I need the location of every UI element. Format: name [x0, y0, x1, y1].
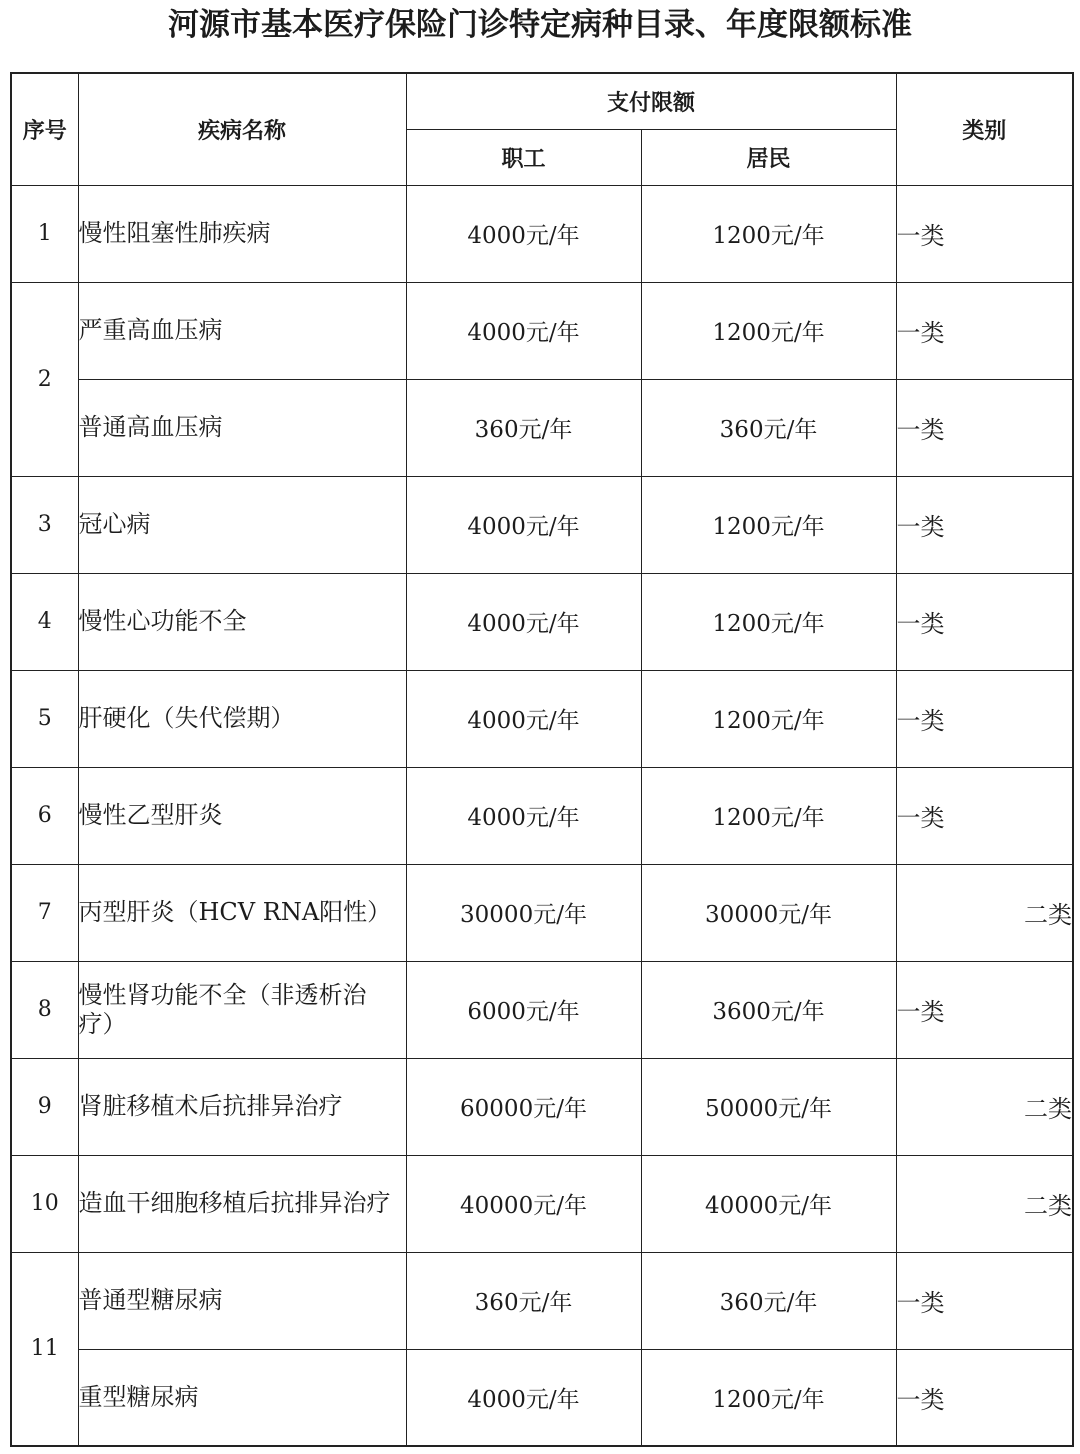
resident-limit: 360元/年: [641, 379, 896, 476]
table-row: [11, 767, 1073, 864]
disease-name: 造血干细胞移植后抗排异治疗: [78, 1155, 406, 1252]
resident-limit: 1200元/年: [641, 282, 896, 379]
document-title: 河源市基本医疗保险门诊特定病种目录、年度限额标准: [168, 7, 912, 43]
row-seq: 8: [11, 961, 78, 1058]
table-row: [11, 670, 1073, 767]
employee-limit: 4000元/年: [406, 185, 641, 282]
row-seq: 6: [11, 767, 78, 864]
employee-limit: 40000元/年: [406, 1155, 641, 1252]
row-seq: 9: [11, 1058, 78, 1155]
employee-limit: 4000元/年: [406, 1349, 641, 1446]
row-seq: 3: [11, 476, 78, 573]
header-seq: 序号: [11, 73, 78, 185]
table-row: [11, 1058, 1073, 1155]
disease-name: 严重高血压病: [78, 282, 406, 379]
row-seq: 2: [11, 282, 78, 476]
resident-limit: 1200元/年: [641, 476, 896, 573]
disease-name: 普通高血压病: [78, 379, 406, 476]
resident-limit: 30000元/年: [641, 864, 896, 961]
table-row: [11, 476, 1073, 573]
employee-limit: 4000元/年: [406, 573, 641, 670]
employee-limit: 30000元/年: [406, 864, 641, 961]
row-seq: 5: [11, 670, 78, 767]
employee-limit: 60000元/年: [406, 1058, 641, 1155]
header-employee: 职工: [406, 129, 641, 185]
row-seq: 4: [11, 573, 78, 670]
employee-limit: 4000元/年: [406, 476, 641, 573]
table-row: [11, 573, 1073, 670]
resident-limit: 50000元/年: [641, 1058, 896, 1155]
employee-limit: 4000元/年: [406, 670, 641, 767]
category: 一类: [896, 573, 1073, 670]
category: 一类: [896, 767, 1073, 864]
category: 一类: [896, 1252, 1073, 1349]
category: 二类: [896, 1155, 1073, 1252]
resident-limit: 360元/年: [641, 1252, 896, 1349]
resident-limit: 1200元/年: [641, 573, 896, 670]
category: 二类: [896, 864, 1073, 961]
header-disease-name: 疾病名称: [78, 73, 406, 185]
disease-name: 肾脏移植术后抗排异治疗: [78, 1058, 406, 1155]
disease-name: 肝硬化（失代偿期）: [78, 670, 406, 767]
table-row: [11, 1155, 1073, 1252]
resident-limit: 40000元/年: [641, 1155, 896, 1252]
resident-limit: 1200元/年: [641, 1349, 896, 1446]
row-seq: 1: [11, 185, 78, 282]
table-row: [11, 1349, 1073, 1446]
header-resident: 居民: [641, 129, 896, 185]
resident-limit: 1200元/年: [641, 767, 896, 864]
category: 一类: [896, 961, 1073, 1058]
table-row: [11, 282, 1073, 379]
disease-name: 重型糖尿病: [78, 1349, 406, 1446]
row-seq: 10: [11, 1155, 78, 1252]
resident-limit: 1200元/年: [641, 185, 896, 282]
disease-name: 丙型肝炎（HCV RNA阳性）: [78, 864, 406, 961]
disease-name: 慢性心功能不全: [78, 573, 406, 670]
resident-limit: 1200元/年: [641, 670, 896, 767]
disease-name: 普通型糖尿病: [78, 1252, 406, 1349]
row-seq: 7: [11, 864, 78, 961]
header-category: 类别: [896, 73, 1073, 185]
category: 一类: [896, 379, 1073, 476]
employee-limit: 360元/年: [406, 379, 641, 476]
resident-limit: 3600元/年: [641, 961, 896, 1058]
table-row: [11, 379, 1073, 476]
disease-name-cell: [78, 961, 406, 1058]
category: 一类: [896, 1349, 1073, 1446]
employee-limit: 360元/年: [406, 1252, 641, 1349]
table-row: [11, 961, 1073, 1058]
header-payment-limit: 支付限额: [406, 73, 896, 129]
employee-limit: 4000元/年: [406, 767, 641, 864]
disease-name: 慢性肾功能不全（非透析治疗）: [78, 980, 367, 1038]
disease-name: 冠心病: [78, 476, 406, 573]
table-row: [11, 185, 1073, 282]
table-row: [11, 1252, 1073, 1349]
category: 一类: [896, 185, 1073, 282]
disease-name: 慢性乙型肝炎: [78, 767, 406, 864]
disease-limit-table: [10, 72, 1074, 1447]
row-seq: 11: [11, 1252, 78, 1446]
category: 一类: [896, 476, 1073, 573]
table-row: [11, 864, 1073, 961]
category: 一类: [896, 282, 1073, 379]
employee-limit: 4000元/年: [406, 282, 641, 379]
disease-name: 慢性阻塞性肺疾病: [78, 185, 406, 282]
category: 一类: [896, 670, 1073, 767]
header-row-1: [11, 73, 1073, 129]
category: 二类: [896, 1058, 1073, 1155]
employee-limit: 6000元/年: [406, 961, 641, 1058]
